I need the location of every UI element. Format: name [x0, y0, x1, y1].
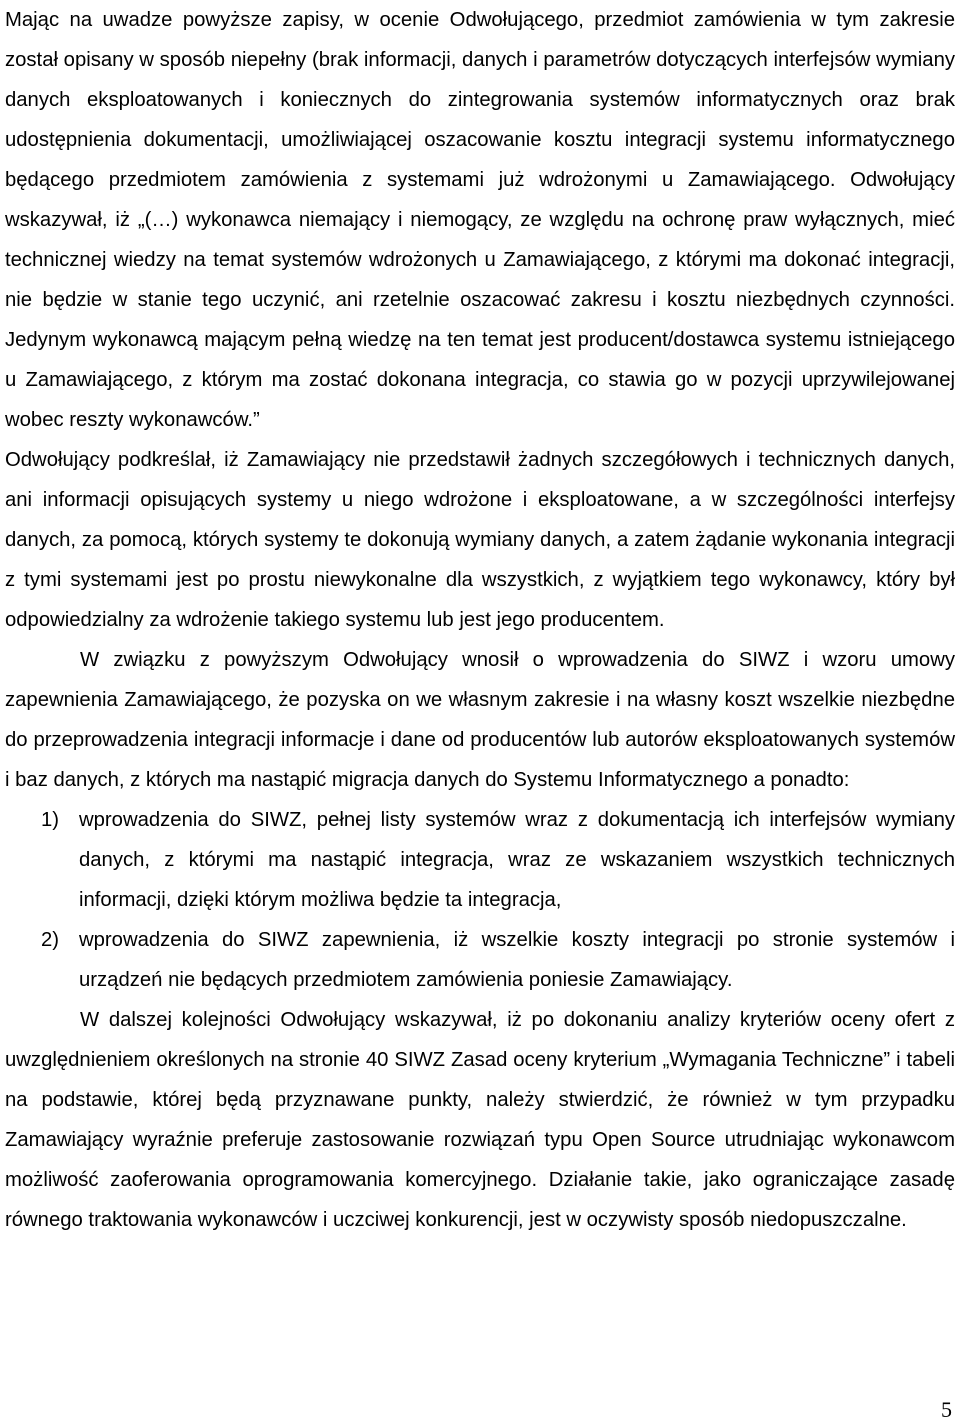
list-item-text: wprowadzenia do SIWZ, pełnej listy systemów wraz z dokumentacją ich interfejsów wymiany danych, z którymi ma nastąpić integracja, wraz ze wskazaniem wszystkich technicznych informacji, dzięki którym możliwa będzie ta integracja, — [79, 809, 955, 911]
list-item — [5, 800, 955, 920]
paragraph-3: W związku z powyższym Odwołujący wnosił o wprowadzenia do SIWZ i wzoru umowy zapewnienia Zamawiającego, że pozyska on we własnym zakresie i na własny koszt wszelkie niezbędne do przeprowadzenia integracji informacje i dane od producentów lub autorów eksploatowanych systemów i baz danych, z których ma nastąpić migracja danych do Systemu Informatycznego a ponadto: — [5, 649, 955, 791]
page-number: 5 — [941, 1397, 952, 1422]
list-item — [5, 920, 955, 1000]
numbered-list — [5, 800, 955, 1000]
paragraph-1: Mając na uwadze powyższe zapisy, w ocenie Odwołującego, przedmiot zamówienia w tym zakresie został opisany w sposób niepełny (brak informacji, danych i parametrów dotyczących interfejsów wymiany danych eksploatowanych i koniecznych do zintegrowania systemów informatycznych oraz brak udostępnienia dokumentacji, umożliwiającej oszacowanie kosztu integracji systemu informatycznego będącego przedmiotem zamówienia z systemami już wdrożonymi u Zamawiającego. Odwołujący wskazywał, iż „(…) wykonawca niemający i niemogący, ze względu na ochronę praw wyłącznych, mieć technicznej wiedzy na temat systemów wdrożonych u Zamawiającego, z którymi ma dokonać integracji, nie będzie w stanie tego uczynić, ani rzetelnie oszacować zakresu i kosztu niezbędnych czynności. Jedynym wykonawcą mającym pełną wiedzę na ten temat jest producent/dostawca systemu istniejącego u Zamawiającego, z którym ma zostać dokonana integracja, co stawia go w pozycji uprzywilejowanej wobec reszty wykonawców.” — [5, 9, 955, 431]
list-item-number: 1) — [41, 809, 60, 831]
document-page — [5, 0, 955, 1240]
paragraph-4: W dalszej kolejności Odwołujący wskazywał, iż po dokonaniu analizy kryteriów oceny ofert z uwzględnieniem określonych na stronie 40 SIWZ Zasad oceny kryterium „Wymagania Techniczne” i tabeli na podstawie, której będą przyznawane punkty, należy stwierdzić, że również w tym przypadku Zamawiający wyraźnie preferuje zastosowanie rozwiązań typu Open Source utrudniając wykonawcom możliwość zaoferowania oprogramowania komercyjnego. Działanie takie, jako ograniczające zasadę równego traktowania wykonawców i uczciwej konkurencji, jest w oczywisty sposób niedopuszczalne. — [5, 1009, 955, 1231]
list-item-number: 2) — [41, 929, 60, 951]
list-item-text: wprowadzenia do SIWZ zapewnienia, iż wszelkie koszty integracji po stronie systemów i urządzeń nie będących przedmiotem zamówienia poniesie Zamawiający. — [79, 929, 955, 991]
paragraph-2: Odwołujący podkreślał, iż Zamawiający nie przedstawił żadnych szczegółowych i technicznych danych, ani informacji opisujących systemy u niego wdrożone i eksploatowane, a w szczególności interfejsy danych, za pomocą, których systemy te dokonują wymiany danych, a zatem żądanie wykonania integracji z tymi systemami jest po prostu niewykonalne dla wszystkich, z wyjątkiem tego wykonawcy, który był odpowiedzialny za wdrożenie takiego systemu lub jest jego producentem. — [5, 449, 955, 631]
